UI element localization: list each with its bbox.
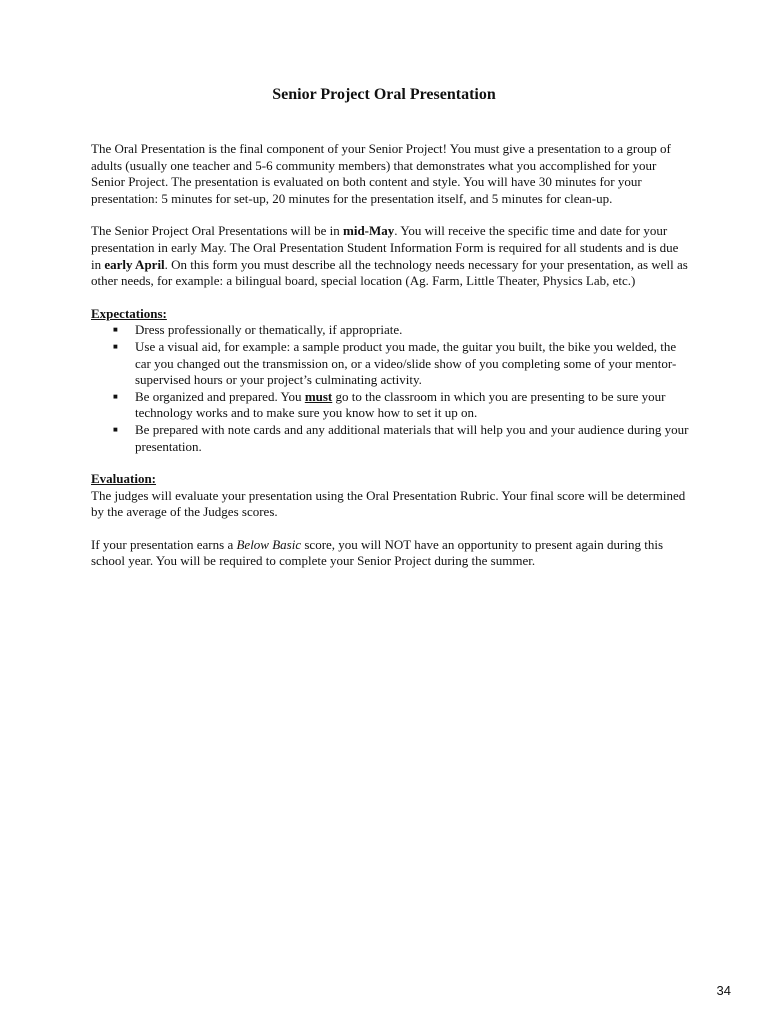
list-item: [91, 389, 691, 422]
list-item: [91, 339, 691, 389]
list-item: [91, 322, 691, 339]
list-item-text: Be prepared with note cards and any additional materials that will help you and your audience during your presentation.: [135, 421, 689, 454]
list-item-text: Use a visual aid, for example: a sample product you made, the guitar you built, the bike you welded, the car you changed out the transmission on, or a video/slide show of you completing some of your mentor-supervised hours or your project’s culminating activity.: [135, 338, 677, 388]
warning-text-2: score, you will NOT have an opportunity to present again during this school year. You will be required to complete your Senior Project during the summer.: [91, 536, 664, 569]
bullet-icon: ■: [113, 341, 118, 351]
list-item-text-after: go to the classroom in which you are presenting to be sure your technology works and to make sure you know how to set it up on.: [135, 388, 666, 421]
schedule-paragraph: [91, 223, 691, 289]
schedule-bold-mid-may: mid-May: [343, 223, 395, 239]
bullet-icon: ■: [113, 325, 118, 335]
page-title: Senior Project Oral Presentation: [272, 86, 496, 103]
evaluation-heading: Evaluation:: [91, 471, 157, 487]
below-basic-italic: Below Basic: [236, 536, 302, 552]
list-item-text: Dress professionally or thematically, if appropriate.: [135, 322, 403, 338]
warning-paragraph: [91, 537, 691, 570]
bullet-icon: ■: [113, 391, 118, 401]
list-item-text-before: Be organized and prepared. You: [135, 388, 305, 404]
list-item: [91, 422, 691, 455]
evaluation-paragraph: The judges will evaluate your presentation using the Oral Presentation Rubric. Your final score will be determined by the average of the Judges scores.: [91, 487, 686, 520]
intro-paragraph: The Oral Presentation is the final component of your Senior Project! You must give a presentation to a group of adults (usually one teacher and 5-6 community members) that demonstrates what you accomplished for your Senior Project. The presentation is evaluated on both content and style. You will have 30 minutes for your presentation: 5 minutes for set-up, 20 minutes for the presentation itself, and 5 minutes for clean-up.: [91, 141, 671, 206]
must-emphasis: must: [304, 388, 333, 404]
warning-text-1: If your presentation earns a: [91, 536, 237, 552]
expectations-heading: Expectations:: [91, 305, 167, 321]
expectations-list: [91, 322, 691, 455]
schedule-bold-early-april: early April: [104, 256, 165, 272]
document-body: [91, 141, 691, 570]
page-number: 34: [716, 983, 731, 998]
schedule-text-2: . You will receive the specific time and date for your presentation in early May. The Oral Presentation Student Information Form is required for all students and is due in: [91, 223, 679, 272]
bullet-icon: ■: [113, 424, 118, 434]
schedule-text-1: The Senior Project Oral Presentations will be in: [91, 223, 344, 239]
schedule-text-3: . On this form you must describe all the technology needs necessary for your presentation, as well as other needs, for example: a bilingual board, special location (Ag. Farm, Little Theater, Physics Lab, etc.): [91, 256, 688, 289]
